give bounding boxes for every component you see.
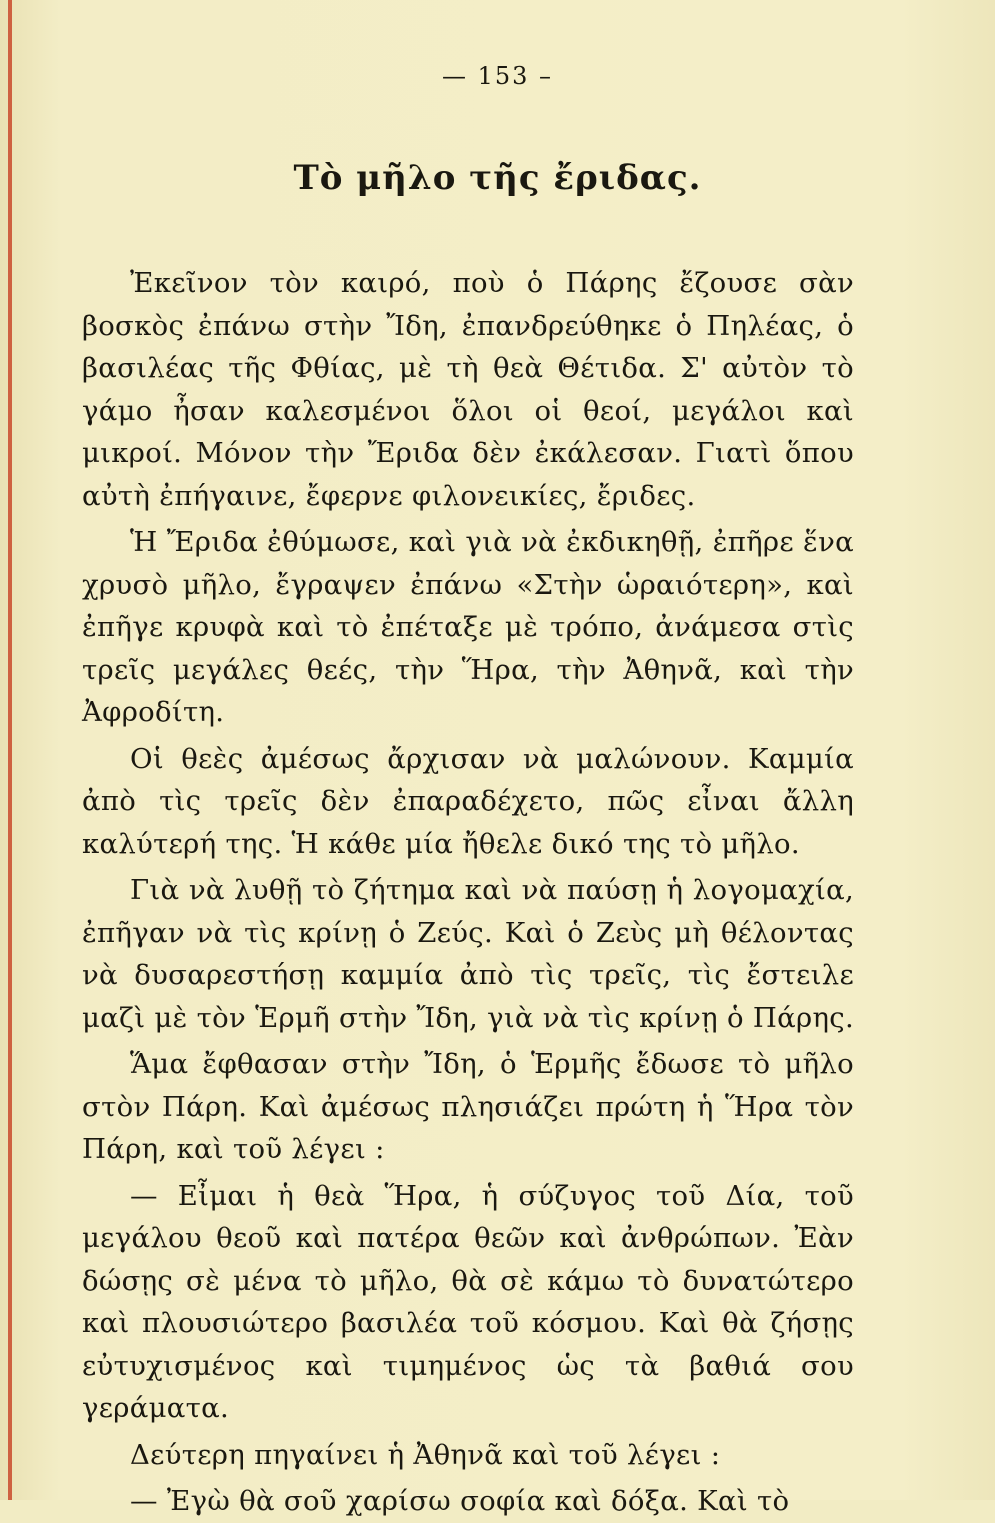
paragraph: Γιὰ νὰ λυθῇ τὸ ζήτημα καὶ νὰ παύσῃ ἡ λογομαχία, ἐπῆγαν νὰ τὶς κρίνῃ ὁ Ζεύς. Καὶ ὁ Ζεὺς μὴ θέλοντας νὰ δυσαρεστήσῃ καμμία ἀπὸ τὶς τρεῖς, τὶς ἔστειλε μαζὶ μὲ τὸν Ἑρμῆ στὴν Ἴδη, γιὰ νὰ τὶς κρίνῃ ὁ Πάρης. xyxy=(82,874,854,1034)
page-number: — 153 – xyxy=(441,62,554,90)
paragraph: Ἡ Ἔριδα ἐθύμωσε, καὶ γιὰ νὰ ἐκδικηθῇ, ἐπῆρε ἕνα χρυσὸ μῆλο, ἔγραψεν ἐπάνω «Στὴν ὡραιότερη», καὶ ἐπῆγε κρυφὰ καὶ τὸ ἐπέταξε μὲ τρόπο, ἀνάμεσα στὶς τρεῖς μεγάλες θεές, τὴν Ἥρα, τὴν Ἀθηνᾶ, καὶ τὴν Ἀφροδίτη. xyxy=(82,526,854,728)
paragraph: Οἱ θεὲς ἀμέσως ἄρχισαν νὰ μαλώνουν. Καμμία ἀπὸ τὶς τρεῖς δὲν ἐπαραδέχετο, πῶς εἶναι ἄλλη καλύτερή της. Ἡ κάθε μία ἤθελε δικό της τὸ μῆλο. xyxy=(82,742,854,860)
page-edge-mark xyxy=(8,0,12,1500)
paragraph: — Ἐγὼ θὰ σοῦ χαρίσω σοφία καὶ δόξα. Καὶ τὸ xyxy=(130,1485,790,1517)
chapter-title: Τὸ μῆλο τῆς ἔριδας. xyxy=(293,158,702,198)
paragraph: Δεύτερη πηγαίνει ἡ Ἀθηνᾶ καὶ τοῦ λέγει : xyxy=(130,1438,721,1471)
paragraph: Ἐκεῖνον τὸν καιρό, ποὺ ὁ Πάρης ἔζουσε σὰν βοσκὸς ἐπάνω στὴν Ἴδη, ἐπανδρεύθηκε ὁ Πηλέας, ὁ βασιλέας τῆς Φθίας, μὲ τὴ θεὰ Θέτιδα. Σ' αὐτὸν τὸ γάμο ἦσαν καλεσμένοι ὅλοι οἱ θεοί, μεγάλοι καὶ μικροί. Μόνον τὴν Ἔριδα δὲν ἐκάλεσαν. Γιατὶ ὅπου αὐτὴ ἐπήγαινε, ἔφερνε φιλονεικίες, ἔριδες. xyxy=(82,267,854,512)
paragraph: — Εἶμαι ἡ θεὰ Ἥρα, ἡ σύζυγος τοῦ Δία, τοῦ μεγάλου θεοῦ καὶ πατέρα θεῶν καὶ ἀνθρώπων. Ἐὰν δώσῃς σὲ μένα τὸ μῆλο, θὰ σὲ κάμω τὸ δυνατώτερο καὶ πλουσιώτερο βασιλέα τοῦ κόσμου. Καὶ θὰ ζήσῃς εὐτυχισμένος καὶ τιμημένος ὡς τὰ βαθιά σου γεράματα. xyxy=(82,1179,854,1424)
paragraph: Ἅμα ἔφθασαν στὴν Ἴδη, ὁ Ἑρμῆς ἔδωσε τὸ μῆλο στὸν Πάρη. Καὶ ἀμέσως πλησιάζει πρώτη ἡ Ἥρα τὸν Πάρη, καὶ τοῦ λέγει : xyxy=(82,1048,854,1165)
body-text xyxy=(82,262,854,1523)
